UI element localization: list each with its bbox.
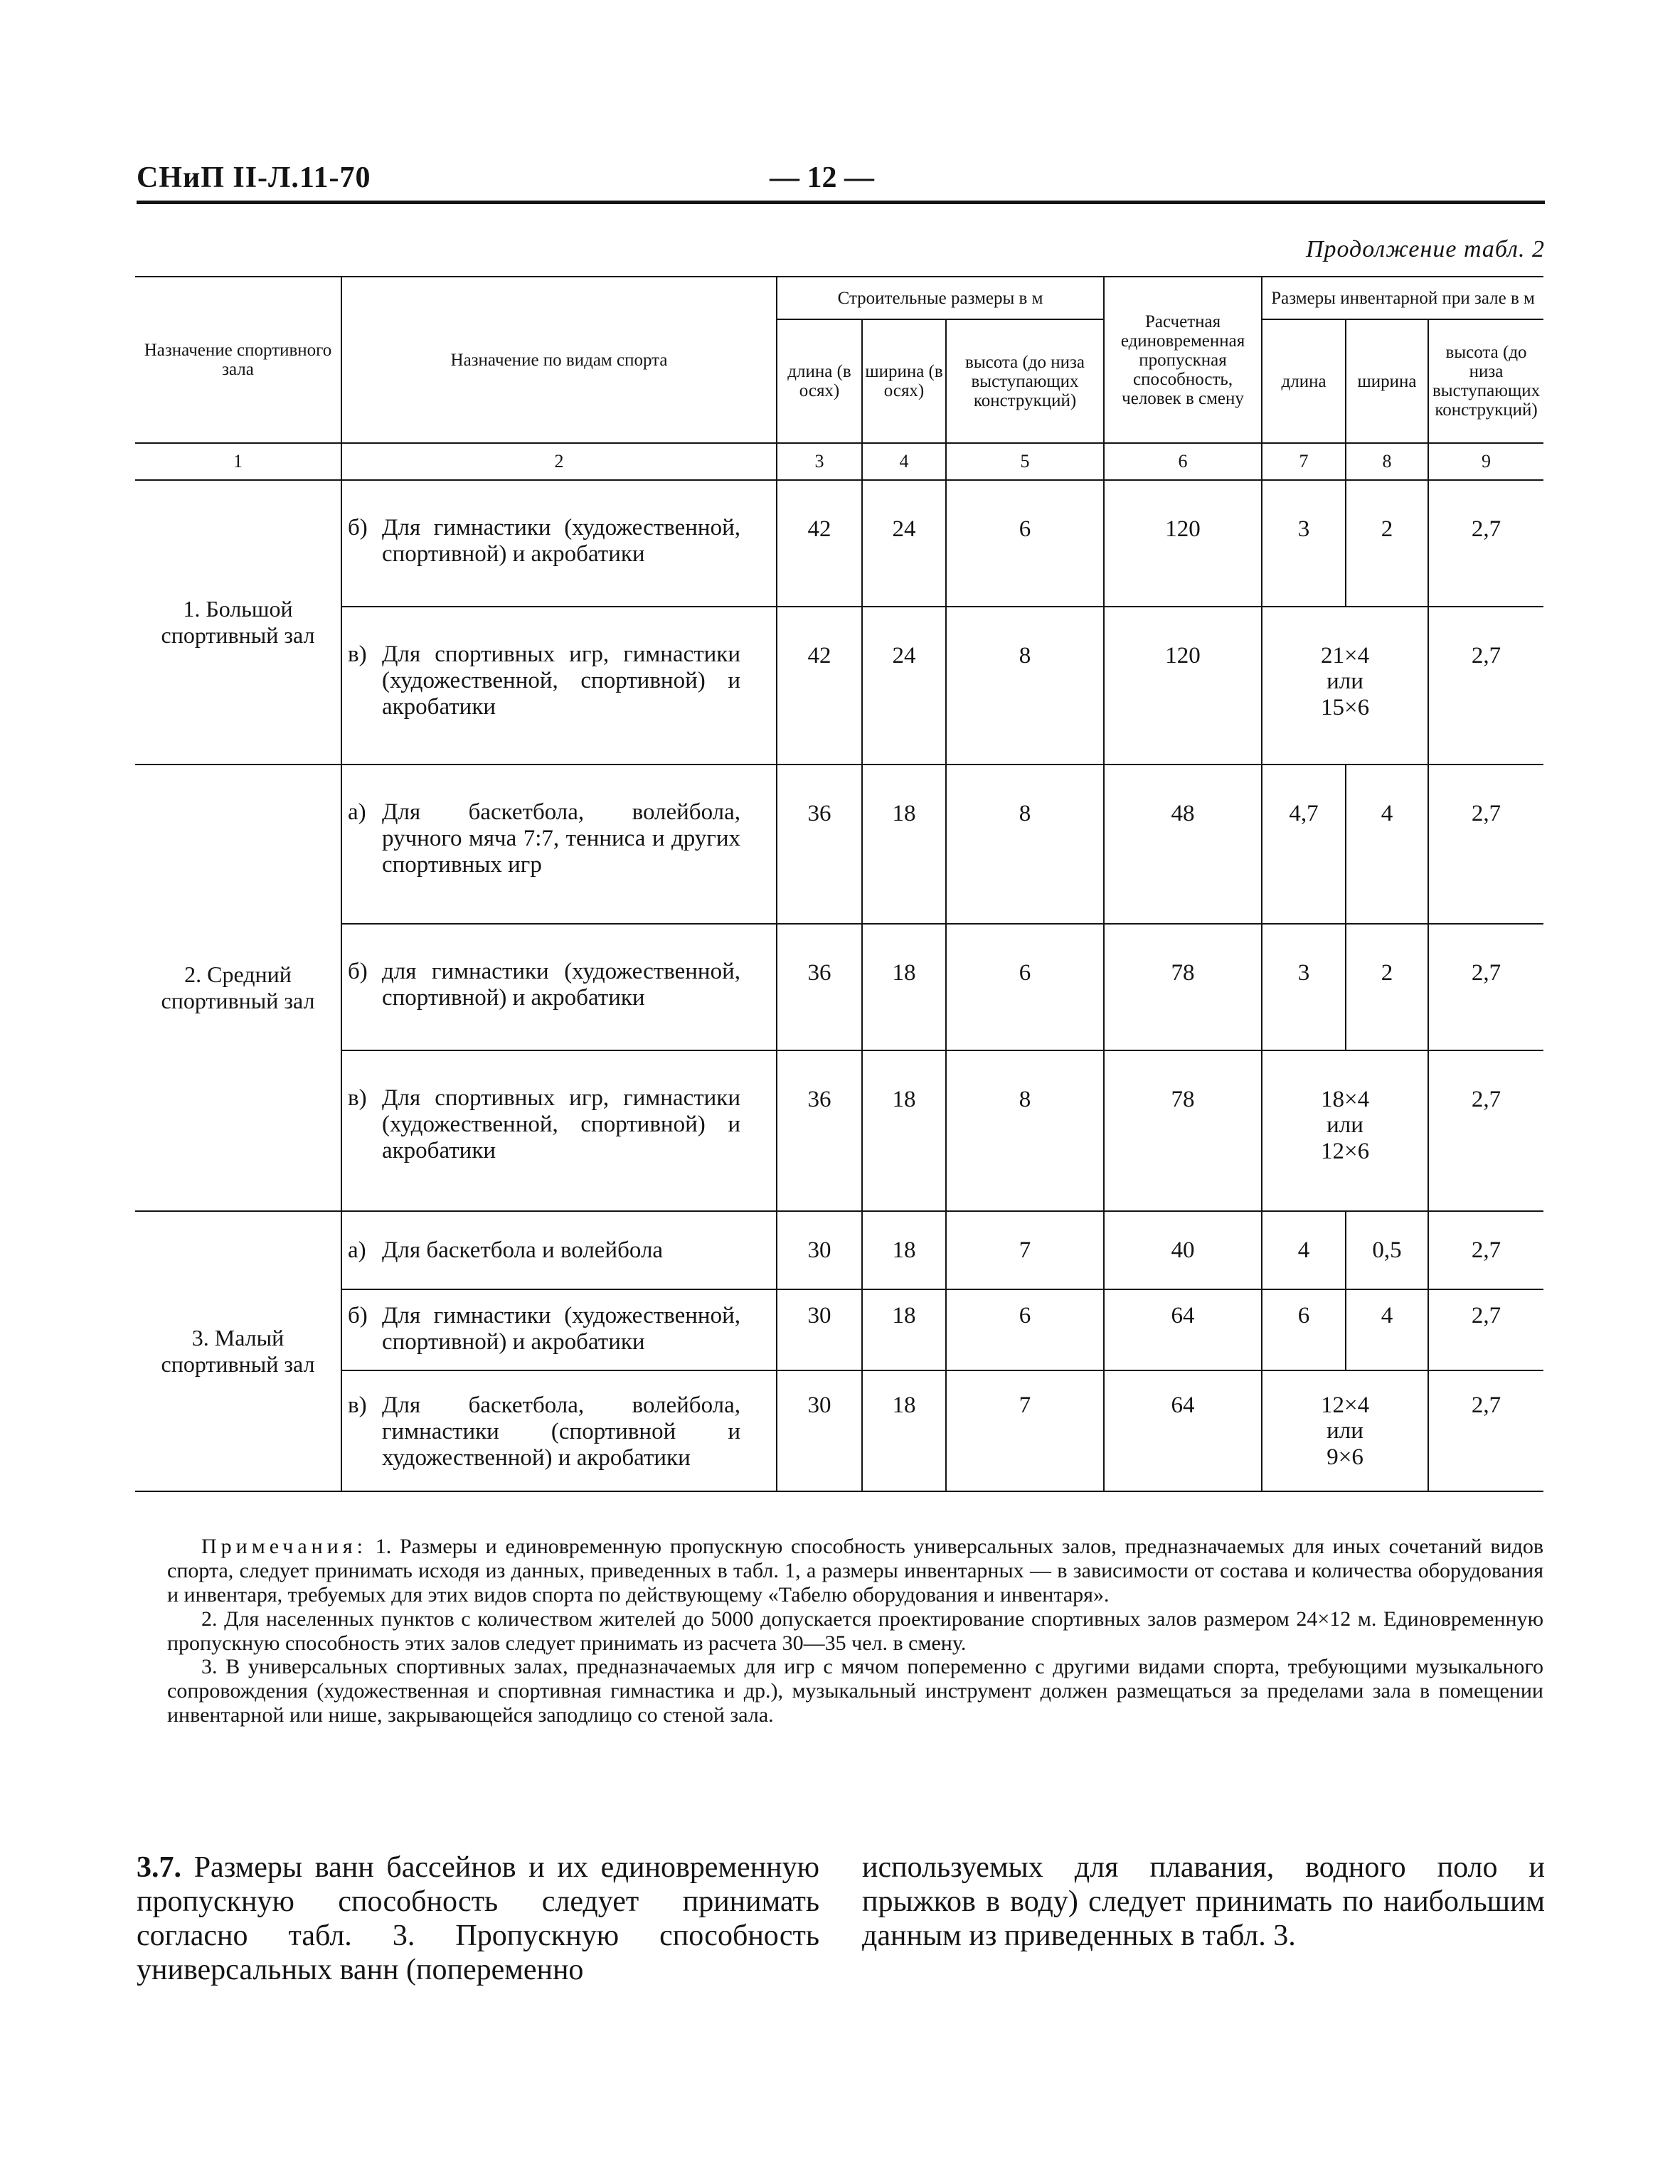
row-label: б): [348, 1303, 368, 1328]
note-3: 3. В универсальных спортивных залах, предназначаемых для игр с мячом попеременно с другими видами спорта, требующими музыкального сопровождения (художественная и спортивная гимнастика и др.), музыкальный инструмент должен размещаться за пределами зала в помещении инвентарной или нише, закрывающейся заподлицо со стеной зала.: [167, 1655, 1543, 1727]
inv-combo-value: [1262, 1050, 1428, 1211]
header-inv-width: ширина: [1346, 319, 1428, 443]
sport-text: Для гимнастики (художественной, спортивной) и акробатики: [382, 515, 740, 567]
header-sport-purpose: Назначение по видам спорта: [341, 277, 777, 443]
inv-combo-second: 9×6: [1327, 1444, 1363, 1470]
inv-height-value: 2,7: [1428, 1370, 1543, 1491]
table-notes: [167, 1535, 1543, 1727]
page-number: — 12 —: [770, 161, 874, 194]
sport-text: Для гимнастики (художественной, спортивной) и акробатики: [382, 1303, 740, 1355]
height-value: 6: [946, 1289, 1104, 1370]
inv-combo-or: или: [1327, 1418, 1363, 1444]
table-row: [135, 1289, 1543, 1370]
capacity-value: 64: [1104, 1289, 1262, 1370]
note-1: [167, 1535, 1543, 1607]
sport-cell: [341, 1050, 777, 1211]
sport-text: Для спортивных игр, гимнастики (художественной, спортивной) и акробатики: [382, 641, 740, 720]
sport-cell: [341, 1370, 777, 1491]
note-2: 2. Для населенных пунктов с количеством жителей до 5000 допускается проектирование спортивных залов размером 24×12 м. Единовременную пропускную способность этих залов следует принимать из расчета 30—35 чел. в смену.: [167, 1607, 1543, 1655]
halls-table: [135, 276, 1543, 1492]
length-value: 36: [777, 765, 862, 924]
height-value: 8: [946, 765, 1104, 924]
inv-length-value: 3: [1262, 924, 1346, 1050]
inv-height-value: 2,7: [1428, 765, 1543, 924]
capacity-value: 64: [1104, 1370, 1262, 1491]
width-value: 18: [862, 765, 946, 924]
table-row: [135, 480, 1543, 607]
width-value: 24: [862, 480, 946, 607]
notes-title: Примечания:: [201, 1535, 367, 1558]
column-number: 5: [946, 443, 1104, 480]
height-value: 8: [946, 607, 1104, 765]
row-label: в): [348, 1085, 367, 1111]
sport-text: Для баскетбола, волейбола, ручного мяча 7:7, тенниса и других спортивных игр: [382, 799, 740, 878]
inv-length-value: 6: [1262, 1289, 1346, 1370]
header-length: длина (в осях): [777, 319, 862, 443]
clause-text-right: используемых для плавания, водного поло и прыжков в воду) следует принимать по наибольшим данным из приведенных в табл. 3.: [862, 1851, 1545, 1952]
row-label: в): [348, 641, 367, 667]
row-label: а): [348, 1237, 366, 1263]
width-value: 18: [862, 1211, 946, 1289]
height-value: 8: [946, 1050, 1104, 1211]
inv-height-value: 2,7: [1428, 480, 1543, 607]
length-value: 36: [777, 1050, 862, 1211]
inv-width-value: 2: [1346, 480, 1428, 607]
table-row: [135, 607, 1543, 765]
inv-combo-first: 12×4: [1320, 1392, 1370, 1418]
length-value: 42: [777, 607, 862, 765]
header-hall-purpose: Назначение спортивного зала: [135, 277, 341, 443]
document-code: СНиП II-Л.11-70: [137, 161, 371, 194]
column-number: 4: [862, 443, 946, 480]
header-width: ширина (в осях): [862, 319, 946, 443]
hall-name: 3. Малый спортивный зал: [135, 1211, 341, 1491]
page-header: [137, 158, 1545, 202]
inv-combo-value: [1262, 607, 1428, 765]
sport-text: Для спортивных игр, гимнастики (художественной, спортивной) и акробатики: [382, 1085, 740, 1163]
clause-text-left: Размеры ванн бассейнов и их единовременную пропускную способность следует принимать согласно табл. 3. Пропускную способность универсальных ванн (попеременно: [137, 1851, 819, 1986]
sport-cell: [341, 765, 777, 924]
sport-cell: [341, 480, 777, 607]
height-value: 7: [946, 1211, 1104, 1289]
capacity-value: 120: [1104, 480, 1262, 607]
header-building-dimensions: Строительные размеры в м: [777, 277, 1104, 319]
inv-combo-or: или: [1327, 668, 1363, 695]
header-height: высота (до низа выступающих конструкций): [946, 319, 1104, 443]
inv-length-value: 3: [1262, 480, 1346, 607]
inv-length-value: 4: [1262, 1211, 1346, 1289]
table-continuation-label: Продолжение табл. 2: [1305, 236, 1545, 262]
table-row: [135, 1050, 1543, 1211]
inv-height-value: 2,7: [1428, 1050, 1543, 1211]
sport-text: Для баскетбола и волейбола: [382, 1237, 664, 1263]
hall-name: 1. Большой спортивный зал: [135, 480, 341, 765]
inv-combo-or: или: [1327, 1112, 1363, 1139]
body-text-right: [862, 1851, 1545, 1954]
capacity-value: 48: [1104, 765, 1262, 924]
row-label: а): [348, 799, 366, 825]
sport-cell: [341, 924, 777, 1050]
length-value: 30: [777, 1289, 862, 1370]
inv-length-value: 4,7: [1262, 765, 1346, 924]
body-text-left: [137, 1851, 819, 1988]
inv-width-value: 4: [1346, 1289, 1428, 1370]
inv-combo-first: 18×4: [1320, 1087, 1370, 1112]
row-label: б): [348, 959, 368, 984]
length-value: 42: [777, 480, 862, 607]
capacity-value: 40: [1104, 1211, 1262, 1289]
sport-cell: [341, 1211, 777, 1289]
sport-cell: [341, 607, 777, 765]
column-number: 1: [135, 443, 341, 480]
length-value: 30: [777, 1211, 862, 1289]
inv-height-value: 2,7: [1428, 1211, 1543, 1289]
width-value: 18: [862, 1370, 946, 1491]
hall-name: 2. Средний спортивный зал: [135, 765, 341, 1211]
inv-height-value: 2,7: [1428, 1289, 1543, 1370]
column-number: 6: [1104, 443, 1262, 480]
capacity-value: 78: [1104, 924, 1262, 1050]
column-number: 3: [777, 443, 862, 480]
capacity-value: 78: [1104, 1050, 1262, 1211]
capacity-value: 120: [1104, 607, 1262, 765]
column-number: 7: [1262, 443, 1346, 480]
table-row: [135, 1370, 1543, 1491]
width-value: 18: [862, 1289, 946, 1370]
table-row: [135, 765, 1543, 924]
inv-combo-second: 12×6: [1320, 1138, 1370, 1164]
header-rule: [137, 201, 1545, 204]
row-label: в): [348, 1392, 367, 1418]
inv-width-value: 0,5: [1346, 1211, 1428, 1289]
header-inventory-dimensions: Размеры инвентарной при зале в м: [1262, 277, 1543, 319]
height-value: 6: [946, 480, 1104, 607]
width-value: 24: [862, 607, 946, 765]
sport-text: Для баскетбола, волейбола, гимнастики (спортивной и художественной) и акробатики: [382, 1392, 740, 1471]
clause-number: 3.7.: [137, 1851, 181, 1884]
table-row: [135, 1211, 1543, 1289]
header-capacity: Расчетная единовременная пропускная способность, человек в смену: [1104, 277, 1262, 443]
header-inv-length: длина: [1262, 319, 1346, 443]
height-value: 6: [946, 924, 1104, 1050]
inv-combo-first: 21×4: [1320, 643, 1370, 668]
inv-height-value: 2,7: [1428, 924, 1543, 1050]
length-value: 30: [777, 1370, 862, 1491]
column-number: 9: [1428, 443, 1543, 480]
height-value: 7: [946, 1370, 1104, 1491]
header-inv-height: высота (до низа выступающих конструкций): [1428, 319, 1543, 443]
length-value: 36: [777, 924, 862, 1050]
width-value: 18: [862, 924, 946, 1050]
row-label: б): [348, 515, 368, 540]
inv-width-value: 2: [1346, 924, 1428, 1050]
inv-width-value: 4: [1346, 765, 1428, 924]
column-number: 2: [341, 443, 777, 480]
width-value: 18: [862, 1050, 946, 1211]
inv-combo-second: 15×6: [1320, 694, 1370, 720]
sport-text: для гимнастики (художественной, спортивной) и акробатики: [382, 959, 740, 1011]
note-1-text: 1. Размеры и единовременную пропускную способность универсальных залов, предназначаемых для иных сочетаний видов спорта, следует принимать исходя из данных, приведенных в табл. 1, а размеры инвентарных — в зависимости от состава и количества оборудования и инвентаря, требуемых для этих видов спорта по действующему «Табелю оборудования и инвентаря».: [167, 1535, 1544, 1607]
sport-cell: [341, 1289, 777, 1370]
inv-combo-value: [1262, 1370, 1428, 1491]
inv-height-value: 2,7: [1428, 607, 1543, 765]
table-row: [135, 924, 1543, 1050]
column-number: 8: [1346, 443, 1428, 480]
